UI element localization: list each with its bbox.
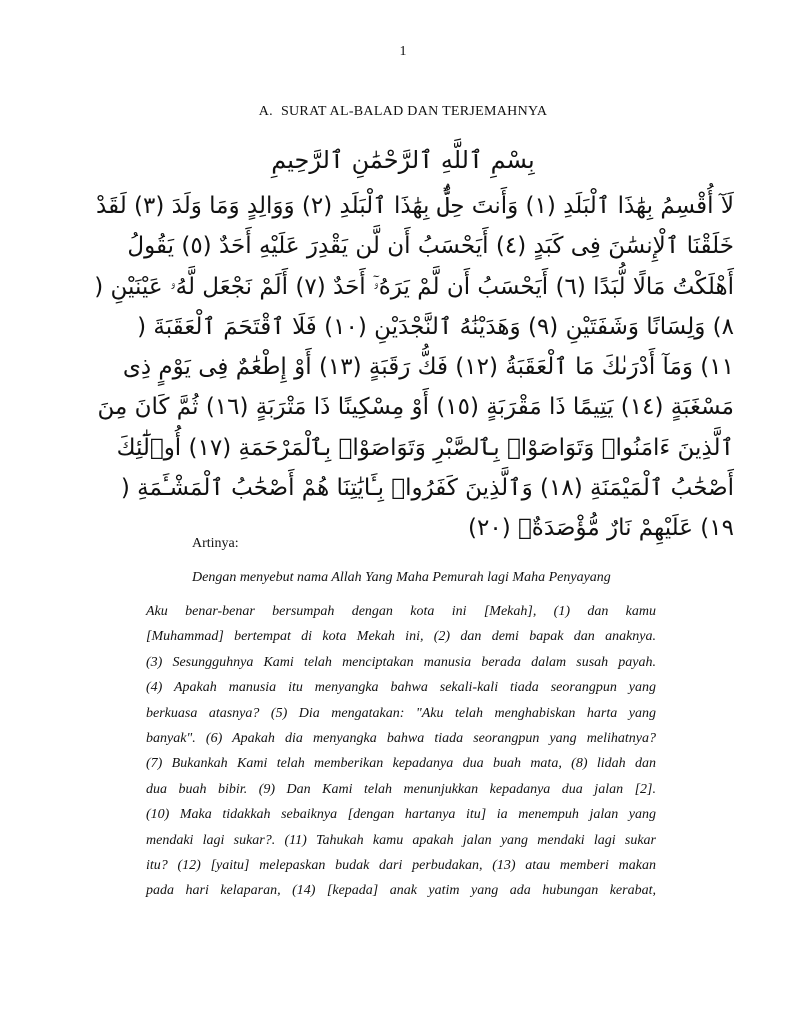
arabic-verse-line: مَسْغَبَةٍ (١٤) يَتِيمًا ذَا مَقْرَبَةٍ (١٥) أَوْ مِسْكِينًا ذَا مَتْرَبَةٍ (١٦) ثُمَّ كَانَ مِنَ — [97, 394, 734, 421]
section-heading — [0, 104, 806, 120]
arabic-verse-line: أَهْلَكْتُ مَالًا لُّبَدًا (٦) أَيَحْسَبُ أَن لَّمْ يَرَهُۥٓ أَحَدٌ (٧) أَلَمْ نَجْعَل لَّهُۥ عَيْنَيْنِ ( — [94, 273, 734, 300]
translation-line: mendaki lagi sukar?. (11) Tahukah kamu apakah jalan yang mendaki lagi sukar — [146, 832, 656, 848]
arabic-verses — [94, 186, 734, 549]
translation-line: (7) Bukankah Kami telah memberikan kepadanya dua buah mata, (8) lidah dan — [146, 756, 656, 772]
translation-line: pada hari kelaparan, (14) [kepada] anak yatim yang ada hubungan kerabat, — [146, 883, 656, 899]
arabic-verse-line: ٨) وَلِسَانًا وَشَفَتَيْنِ (٩) وَهَدَيْنَٰهُ ٱلنَّجْدَيْنِ (١٠) فَلَا ٱقْتَحَمَ ٱلْعَقَبَةَ ( — [137, 313, 734, 340]
translation-line: (10) Maka tidakkah sebaiknya [dengan hartanya itu] ia menempuh jalan yang — [146, 807, 656, 823]
page-number: 1 — [399, 44, 407, 59]
arabic-verse-line: أَصْحَٰبُ ٱلْمَيْمَنَةِ (١٨) وَٱلَّذِينَ كَفَرُوا۟ بِـَٔايَٰتِنَا هُمْ أَصْحَٰبُ ٱلْمَشْـَٔمَةِ ( — [120, 475, 734, 502]
artinya-label: Artinya: — [192, 536, 239, 551]
translation-line: Aku benar-benar bersumpah dengan kota ini [Mekah], (1) dan kamu — [146, 604, 656, 619]
arabic-verse-line: ١١) وَمَآ أَدْرَىٰكَ مَا ٱلْعَقَبَةُ (١٢) فَكُّ رَقَبَةٍ (١٣) أَوْ إِطْعَٰمٌ فِى يَوْمٍ ذِى — [122, 354, 734, 381]
translation-line: [Muhammad] bertempat di kota Mekah ini, (2) dan demi bapak dan anaknya. — [146, 629, 656, 645]
arabic-verse-line: ١٩) عَلَيْهِمْ نَارٌ مُّؤْصَدَةٌۢ (٢٠) — [468, 515, 734, 542]
translation-paragraph — [146, 599, 656, 904]
section-title: SURAT AL-BALAD DAN TERJEMAHNYA — [280, 104, 548, 119]
translation-line: (4) Apakah manusia itu menyangka bahwa sekali-kali tiada seorangpun yang — [146, 680, 656, 696]
basmala: بِسْمِ ٱللَّهِ ٱلرَّحْمَٰنِ ٱلرَّحِيمِ — [271, 146, 535, 174]
translation-line: banyak". (6) Apakah dia menyangka bahwa tiada seorangpun yang melihatnya? — [146, 730, 656, 746]
translation-line: dua buah bibir. (9) Dan Kami telah menunjukkan kepadanya dua jalan [2]. — [146, 781, 656, 797]
translation-line: (3) Sesungguhnya Kami telah menciptakan manusia berada dalam susah payah. — [146, 654, 656, 670]
section-letter: A. — [258, 104, 273, 119]
translation-intro: Dengan menyebut nama Allah Yang Maha Pemurah lagi Maha Penyayang — [192, 570, 611, 585]
arabic-verse-line: خَلَقْنَا ٱلْإِنسَٰنَ فِى كَبَدٍ (٤) أَيَحْسَبُ أَن لَّن يَقْدِرَ عَلَيْهِ أَحَدٌ (٥) يَقُولُ — [127, 233, 734, 260]
arabic-verse-line: ٱلَّذِينَ ءَامَنُوا۟ وَتَوَاصَوْا۟ بِٱلصَّبْرِ وَتَوَاصَوْا۟ بِٱلْمَرْحَمَةِ (١٧) أُو۟لَٰٓئِكَ — [116, 434, 734, 461]
translation-line: itu? (12) [yaitu] melepaskan budak dari perbudakan, (13) atau memberi makan — [146, 857, 656, 873]
translation-line: berkuasa atasnya? (5) Dia mengatakan: "Aku telah menghabiskan harta yang — [146, 705, 656, 721]
arabic-verse-line: لَآ أُقْسِمُ بِهَٰذَا ٱلْبَلَدِ (١) وَأَنتَ حِلٌّۢ بِهَٰذَا ٱلْبَلَدِ (٢) وَوَالِدٍ وَمَا وَلَدَ (٣) لَقَدْ — [96, 193, 734, 219]
